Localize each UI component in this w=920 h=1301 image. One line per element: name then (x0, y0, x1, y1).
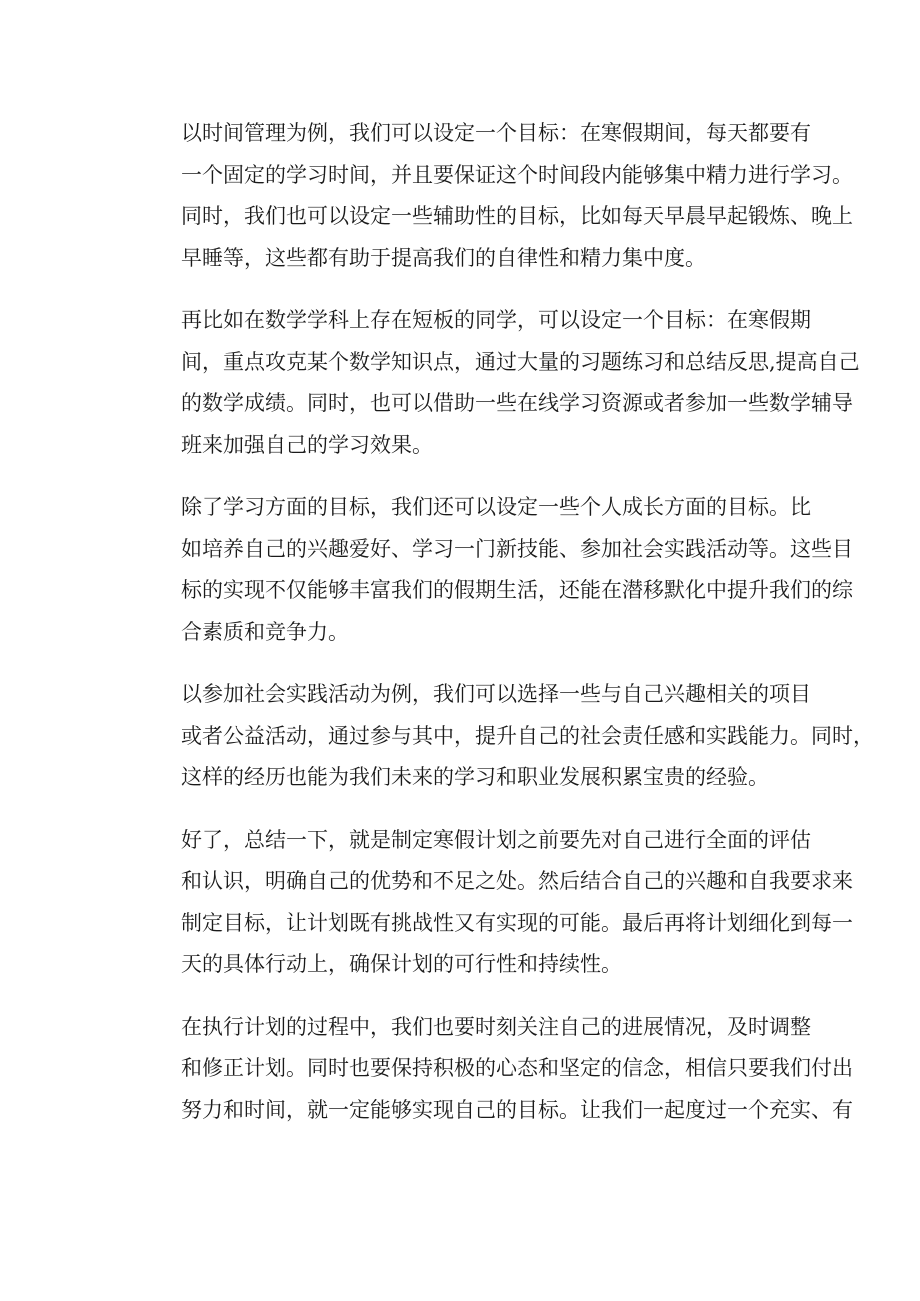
text-line: 努力和时间，就一定能够实现自己的目标。让我们一起度过一个充实、有 (181, 1097, 853, 1122)
paragraph-6 (139, 1007, 853, 1132)
text-line: 和认识，明确自己的优势和不足之处。然后结合自己的兴趣和自我要求来 (181, 869, 853, 893)
paragraph-4 (139, 674, 874, 799)
text-line: 合素质和竞争力。 (181, 619, 349, 644)
text-line: 的数学成绩。同时，也可以借助一些在线学习资源或者参加一些数学辅导 (181, 391, 853, 415)
paragraph-1 (139, 113, 853, 279)
paragraph-2 (139, 300, 860, 466)
text-line: 间，重点攻克某个数学知识点，通过大量的习题练习和总结反思,提高自己 (181, 349, 860, 374)
text-line: 再比如在数学学科上存在短板的同学，可以设定一个目标：在寒假期 (181, 308, 811, 332)
document-body (139, 113, 874, 1152)
text-line: 班来加强自己的学习效果。 (181, 432, 433, 457)
text-line: 制定目标，让计划既有挑战性又有实现的可能。最后再将计划细化到每一 (181, 910, 853, 935)
text-line: 这样的经历也能为我们未来的学习和职业发展积累宝贵的经验。 (181, 765, 769, 789)
text-line: 在执行计划的过程中，我们也要时刻关注自己的进展情况，及时调整 (181, 1014, 811, 1039)
text-line: 早睡等，这些都有助于提高我们的自律性和精力集中度。 (181, 245, 706, 270)
text-line: 一个固定的学习时间，并且要保证这个时间段内能够集中精力进行学习。 (181, 162, 853, 187)
paragraph-3 (139, 487, 853, 653)
text-line: 和修正计划。同时也要保持积极的心态和坚定的信念，相信只要我们付出 (181, 1056, 853, 1080)
paragraph-5 (139, 820, 853, 986)
text-line: 或者公益活动，通过参与其中，提升自己的社会责任感和实践能力。同时， (181, 723, 874, 748)
text-line: 如培养自己的兴趣爱好、学习一门新技能、参加社会实践活动等。这些目 (181, 536, 853, 561)
text-line: 除了学习方面的目标，我们还可以设定一些个人成长方面的目标。比 (181, 495, 811, 519)
text-line: 同时，我们也可以设定一些辅助性的目标，比如每天早晨早起锻炼、晚上 (181, 204, 853, 228)
text-line: 好了，总结一下，就是制定寒假计划之前要先对自己进行全面的评估 (181, 827, 811, 852)
text-line: 标的实现不仅能够丰富我们的假期生活，还能在潜移默化中提升我们的综 (181, 578, 853, 602)
text-line: 天的具体行动上，确保计划的可行性和持续性。 (181, 952, 622, 976)
text-line: 以参加社会实践活动为例，我们可以选择一些与自己兴趣相关的项目 (181, 682, 811, 706)
text-line: 以时间管理为例，我们可以设定一个目标：在寒假期间，每天都要有 (181, 121, 811, 145)
